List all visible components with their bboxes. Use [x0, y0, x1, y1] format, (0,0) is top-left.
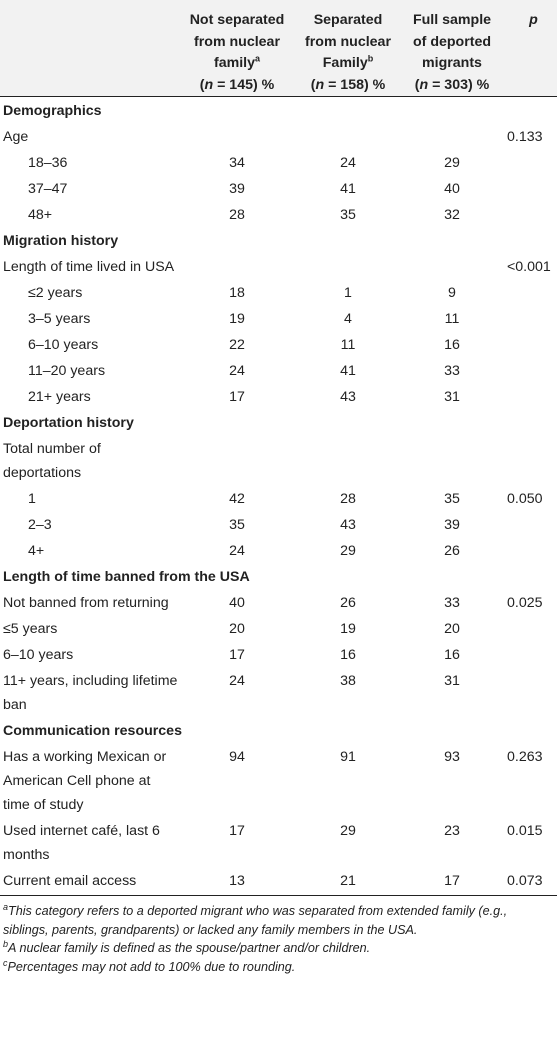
cell-p-value — [504, 667, 557, 717]
section-title: Length of time banned from the USA — [3, 569, 250, 585]
cell-separated: 21 — [296, 867, 400, 896]
footnote — [3, 958, 554, 977]
table-row — [0, 589, 557, 615]
header-n: (n = 145) % — [199, 76, 275, 93]
footnote-mark: b — [367, 53, 374, 64]
header-full-sample — [400, 0, 504, 97]
cell-separated: 11 — [340, 337, 356, 353]
table-row — [0, 435, 557, 485]
table-row — [0, 123, 557, 149]
cell-full-sample: 39 — [444, 517, 460, 533]
cell-p-value: 0.133 — [507, 129, 543, 145]
cell-p-value — [504, 149, 557, 175]
footnote-mark: c — [3, 957, 8, 968]
row-label: 1 — [28, 491, 36, 507]
cell-separated: 91 — [340, 749, 356, 765]
row-label: Has a working Mexican or American Cell phone at time of study — [3, 749, 167, 813]
footnote — [3, 902, 554, 939]
cell-p-value — [504, 305, 557, 331]
header-n: (n = 303) % — [414, 76, 490, 93]
table-row — [0, 383, 557, 409]
row-label: 6–10 years — [28, 337, 99, 353]
footnote-text: Percentages may not add to 100% due to rounding. — [7, 959, 296, 974]
table-row — [0, 279, 557, 305]
cell-not-separated: 42 — [229, 491, 245, 507]
table-row — [0, 537, 557, 563]
cell-full-sample: 20 — [444, 621, 460, 637]
cell-not-separated: 24 — [229, 543, 245, 559]
cell-p-value — [504, 175, 557, 201]
row-label: Current email access — [0, 867, 178, 896]
section-row — [0, 563, 557, 589]
header-separated — [296, 0, 400, 97]
cell-not-separated: 19 — [229, 311, 245, 327]
header-n: (n = 158) % — [310, 76, 386, 93]
row-label: 18–36 — [28, 155, 68, 171]
table-row — [0, 305, 557, 331]
cell-p-value — [504, 511, 557, 537]
row-label: Age — [3, 129, 29, 145]
cell-separated: 1 — [344, 285, 352, 301]
table-row — [0, 867, 557, 896]
section-row — [0, 227, 557, 253]
header-text: family — [213, 55, 255, 71]
cell-full-sample — [400, 253, 504, 279]
cell-separated — [296, 123, 400, 149]
cell-separated: 41 — [340, 363, 356, 379]
header-label-cell — [0, 0, 178, 97]
row-label: Total number of deportations — [3, 441, 101, 481]
table-row — [0, 149, 557, 175]
cell-separated: 43 — [340, 389, 356, 405]
header-text: from nuclear — [305, 33, 391, 50]
footnote-mark: a — [255, 53, 261, 64]
cell-full-sample: 33 — [444, 363, 460, 379]
cell-full-sample: 35 — [444, 491, 460, 507]
cell-p-value: 0.050 — [507, 491, 543, 507]
row-label: Length of time lived in USA — [3, 259, 175, 275]
cell-p-value — [504, 537, 557, 563]
footnote — [3, 939, 554, 958]
table-row — [0, 615, 557, 641]
section-row — [0, 97, 557, 124]
cell-separated: 28 — [340, 491, 356, 507]
cell-p-value — [504, 331, 557, 357]
cell-p-value — [504, 279, 557, 305]
cell-full-sample: 26 — [444, 543, 460, 559]
cell-not-separated: 18 — [229, 285, 245, 301]
cell-separated: 19 — [340, 621, 356, 637]
cell-separated: 29 — [340, 543, 356, 559]
cell-not-separated — [178, 123, 296, 149]
header-text: Separated — [313, 12, 383, 28]
cell-separated: 16 — [340, 647, 356, 663]
header-text: Full sample — [412, 12, 492, 28]
table-row — [0, 511, 557, 537]
cell-not-separated: 24 — [229, 673, 245, 689]
cell-full-sample — [400, 123, 504, 149]
cell-separated — [296, 253, 400, 279]
cell-separated: 29 — [340, 823, 356, 839]
row-label: 4+ — [28, 543, 45, 559]
cell-separated: 43 — [340, 517, 356, 533]
cell-full-sample: 33 — [444, 595, 460, 611]
cell-not-separated: 35 — [229, 517, 245, 533]
table-row — [0, 253, 557, 279]
cell-full-sample — [400, 435, 504, 485]
table-row — [0, 641, 557, 667]
row-label: 48+ — [28, 207, 53, 223]
footnote-mark: a — [3, 901, 9, 912]
cell-full-sample: 23 — [444, 823, 460, 839]
cell-full-sample: 93 — [444, 749, 460, 765]
table-row — [0, 667, 557, 717]
row-label: 11+ years, including lifetime ban — [3, 673, 178, 713]
cell-full-sample: 11 — [444, 311, 460, 327]
cell-not-separated: 34 — [229, 155, 245, 171]
row-label: 11–20 years — [28, 363, 106, 379]
footnote-mark: b — [3, 938, 9, 949]
cell-not-separated: 24 — [229, 363, 245, 379]
table-header — [0, 0, 557, 97]
cell-p-value: 0.073 — [504, 867, 557, 896]
cell-separated: 4 — [344, 311, 352, 327]
cell-not-separated: 13 — [178, 867, 296, 896]
table-body — [0, 97, 557, 896]
cell-p-value — [504, 383, 557, 409]
header-p: p — [504, 0, 557, 97]
cell-full-sample: 16 — [444, 337, 460, 353]
cell-not-separated: 28 — [229, 207, 245, 223]
row-label: Used internet café, last 6 months — [3, 823, 160, 863]
footnotes — [0, 896, 557, 976]
header-text: of deported — [412, 33, 492, 50]
table-row — [0, 175, 557, 201]
cell-full-sample: 29 — [444, 155, 460, 171]
section-title: Migration history — [3, 233, 119, 249]
section-row — [0, 717, 557, 743]
cell-separated: 35 — [340, 207, 356, 223]
cell-not-separated: 17 — [229, 823, 245, 839]
cell-not-separated: 17 — [229, 389, 245, 405]
cell-separated: 38 — [340, 673, 356, 689]
header-text: Not separated — [189, 12, 285, 28]
cell-p-value — [504, 357, 557, 383]
row-label: 3–5 years — [28, 311, 91, 327]
table-row — [0, 817, 557, 867]
cell-p-value: 0.015 — [507, 823, 543, 839]
cell-p-value: <0.001 — [507, 259, 551, 275]
cell-separated: 24 — [340, 155, 356, 171]
cell-not-separated — [178, 253, 296, 279]
cell-p-value: 0.025 — [507, 595, 543, 611]
cell-p-value — [504, 641, 557, 667]
cell-full-sample: 9 — [448, 285, 456, 301]
cell-full-sample: 16 — [444, 647, 460, 663]
row-label: 37–47 — [28, 181, 68, 197]
cell-p-value — [504, 435, 557, 485]
table-row — [0, 485, 557, 511]
cell-full-sample: 17 — [400, 867, 504, 896]
cell-not-separated: 22 — [229, 337, 245, 353]
row-label: 21+ years — [28, 389, 91, 405]
cell-not-separated: 39 — [229, 181, 245, 197]
footnote-text: This category refers to a deported migrant who was separated from extended family (e.g., siblings, parents, grandparents) or lacked any family members in the USA. — [3, 904, 508, 937]
row-label: ≤2 years — [28, 285, 83, 301]
section-title: Communication resources — [3, 723, 182, 739]
cell-p-value: 0.263 — [507, 749, 543, 765]
cell-full-sample: 32 — [444, 207, 460, 223]
table-row — [0, 357, 557, 383]
cell-not-separated — [178, 435, 296, 485]
section-title: Demographics — [3, 103, 102, 119]
section-row — [0, 409, 557, 435]
cell-not-separated: 17 — [229, 647, 245, 663]
header-text: from nuclear — [194, 33, 280, 50]
table-row — [0, 201, 557, 227]
footnote-text: A nuclear family is defined as the spouse/partner and/or children. — [8, 941, 371, 955]
cell-separated: 41 — [340, 181, 356, 197]
cell-separated: 26 — [340, 595, 356, 611]
row-label: 2–3 — [28, 517, 52, 533]
cell-p-value — [504, 201, 557, 227]
header-text: Family — [322, 55, 368, 71]
row-label: 6–10 years — [3, 647, 74, 663]
cell-full-sample: 40 — [444, 181, 460, 197]
section-title: Deportation history — [3, 415, 134, 431]
cell-not-separated: 40 — [229, 595, 245, 611]
cell-not-separated: 94 — [229, 749, 245, 765]
cell-full-sample: 31 — [444, 673, 460, 689]
cell-full-sample: 31 — [444, 389, 460, 405]
row-label: ≤5 years — [3, 621, 58, 637]
cell-separated — [296, 435, 400, 485]
cell-not-separated: 20 — [229, 621, 245, 637]
cell-p-value — [504, 615, 557, 641]
header-text: migrants — [422, 55, 482, 71]
row-label: Not banned from returning — [3, 595, 169, 611]
table-row — [0, 331, 557, 357]
header-not-separated — [178, 0, 296, 97]
table-row — [0, 743, 557, 817]
